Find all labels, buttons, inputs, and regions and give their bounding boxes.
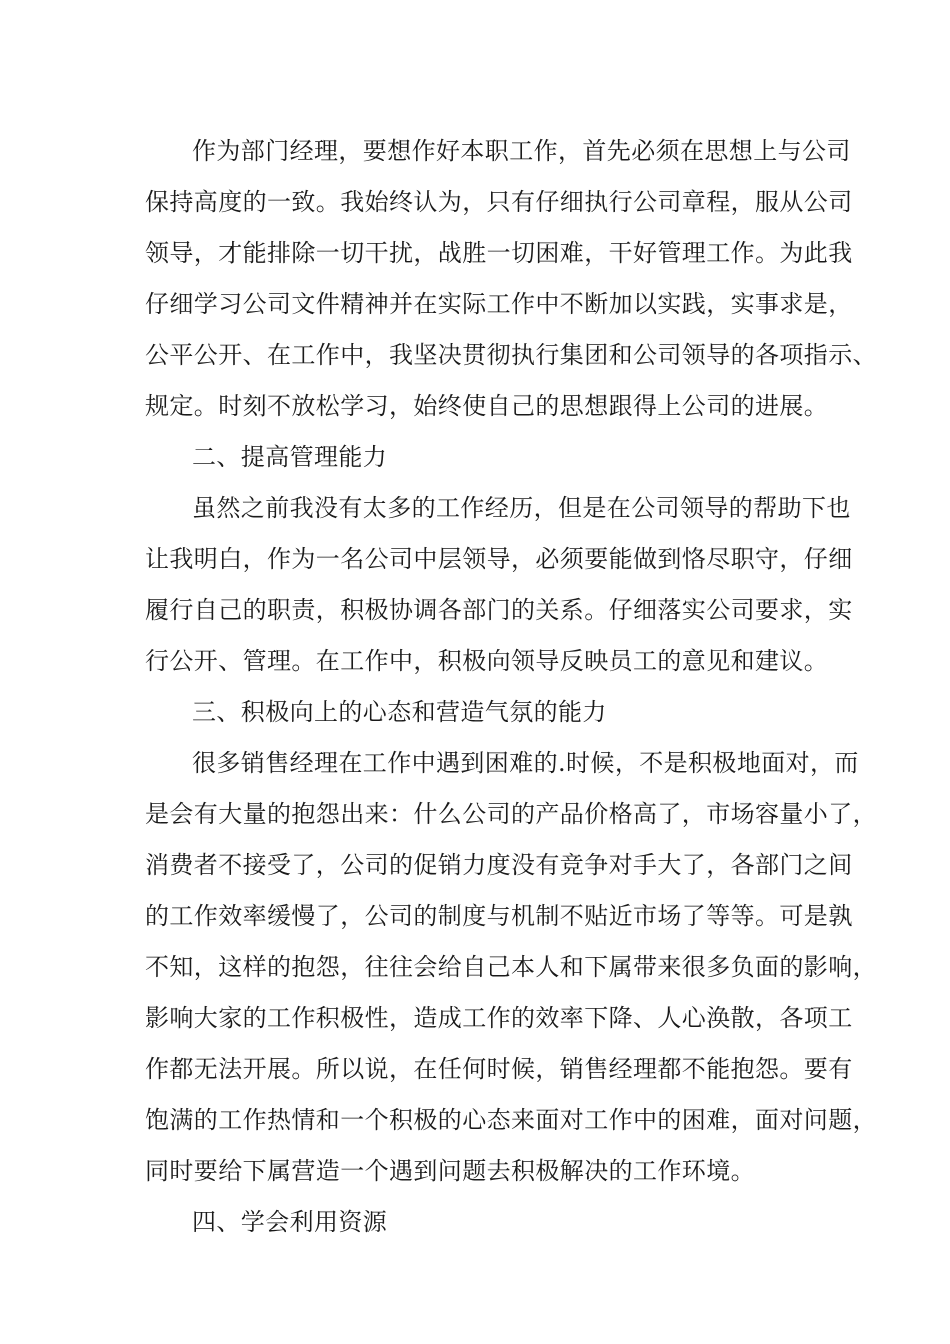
paragraph-line: 是会有大量的抱怨出来：什么公司的产品价格高了，市场容量小了， [145, 800, 877, 828]
paragraph-line: 很多销售经理在工作中遇到困难的.时候，不是积极地面对，而 [192, 749, 859, 777]
paragraph-line: 规定。时刻不放松学习，始终使自己的思想跟得上公司的进展。 [145, 392, 829, 420]
paragraph-line: 消费者不接受了，公司的促销力度没有竞争对手大了，各部门之间 [145, 851, 853, 879]
paragraph-line: 让我明白，作为一名公司中层领导，必须要能做到恪尽职守，仔细 [145, 545, 853, 573]
paragraph-line: 虽然之前我没有太多的工作经历，但是在公司领导的帮助下也 [192, 494, 851, 522]
paragraph-line: 行公开、管理。在工作中，积极向领导反映员工的意见和建议。 [145, 647, 829, 675]
paragraph-line: 的工作效率缓慢了，公司的制度与机制不贴近市场了等等。可是孰 [145, 902, 853, 930]
section-heading: 二、提高管理能力 [192, 443, 388, 471]
paragraph-line: 履行自己的职责，积极协调各部门的关系。仔细落实公司要求，实 [145, 596, 853, 624]
section-heading: 三、积极向上的心态和营造气氛的能力 [192, 698, 607, 726]
paragraph-line: 作为部门经理，要想作好本职工作，首先必须在思想上与公司 [192, 137, 851, 165]
paragraph-line: 影响大家的工作积极性，造成工作的效率下降、人心涣散，各项工 [145, 1004, 853, 1032]
section-heading: 四、学会利用资源 [192, 1208, 388, 1236]
paragraph-line: 作都无法开展。所以说，在任何时候，销售经理都不能抱怨。要有 [145, 1055, 853, 1083]
paragraph-line: 不知，这样的抱怨，往往会给自己本人和下属带来很多负面的影响， [145, 953, 877, 981]
paragraph-line: 领导，才能排除一切干扰，战胜一切困难，干好管理工作。为此我 [145, 239, 853, 267]
paragraph-line: 公平公开、在工作中，我坚决贯彻执行集团和公司领导的各项指示、 [145, 341, 877, 369]
paragraph-line: 仔细学习公司文件精神并在实际工作中不断加以实践，实事求是， [145, 290, 853, 318]
document-body [145, 126, 877, 1248]
paragraph-line: 保持高度的一致。我始终认为，只有仔细执行公司章程，服从公司 [145, 188, 853, 216]
paragraph-line: 同时要给下属营造一个遇到问题去积极解决的工作环境。 [145, 1157, 755, 1185]
paragraph-line: 饱满的工作热情和一个积极的心态来面对工作中的困难，面对问题， [145, 1106, 877, 1134]
